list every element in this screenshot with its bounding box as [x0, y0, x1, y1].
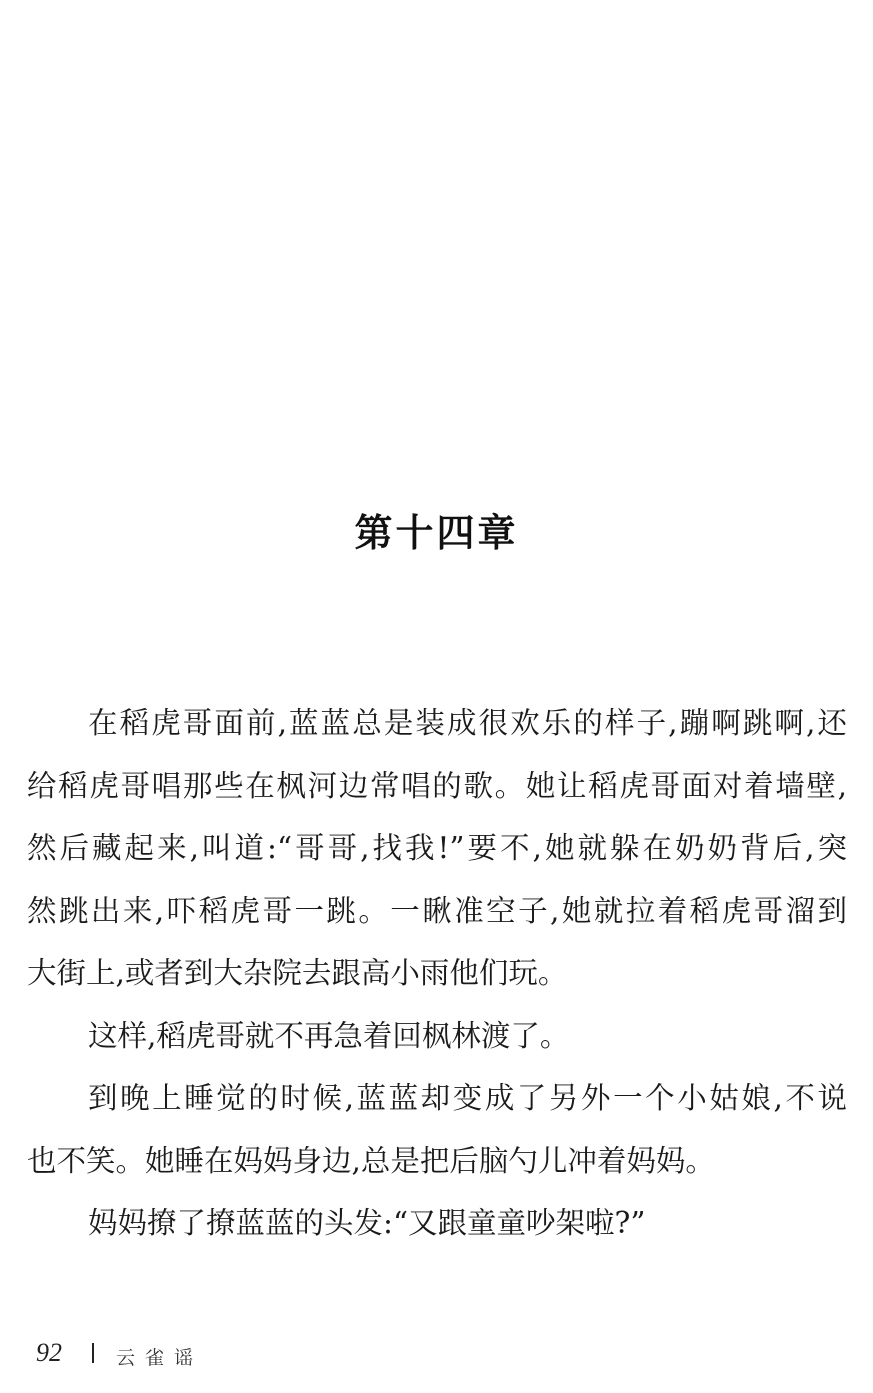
paragraph-line: 在稻虎哥面前,蓝蓝总是装成很欢乐的样子,蹦啊跳啊,还	[88, 706, 847, 740]
paragraph-line: 然跳出来,吓稻虎哥一跳。一瞅准空子,她就拉着稻虎哥溜到	[27, 894, 847, 928]
page-number: 92	[36, 1338, 62, 1367]
paragraph-line: 到晚上睡觉的时候,蓝蓝却变成了另外一个小姑娘,不说	[88, 1081, 847, 1115]
paragraph-line: 妈妈撩了撩蓝蓝的头发:“又跟童童吵架啦?”	[88, 1206, 646, 1240]
book-title: 云雀谣	[116, 1346, 204, 1369]
paragraph-line: 给稻虎哥唱那些在枫河边常唱的歌。她让稻虎哥面对着墙壁,	[27, 769, 847, 803]
page-footer	[36, 1333, 203, 1373]
paragraph-line: 也不笑。她睡在妈妈身边,总是把后脑勺儿冲着妈妈。	[27, 1144, 715, 1178]
paragraph-line: 然后藏起来,叫道:“哥哥,找我!”要不,她就躲在奶奶背后,突	[27, 831, 847, 865]
paragraph-line: 这样,稻虎哥就不再急着回枫林渡了。	[88, 1019, 570, 1053]
chapter-title: 第十四章	[354, 511, 519, 556]
paragraph-line: 大街上,或者到大杂院去跟高小雨他们玩。	[27, 956, 568, 990]
footer-divider	[92, 1343, 94, 1363]
